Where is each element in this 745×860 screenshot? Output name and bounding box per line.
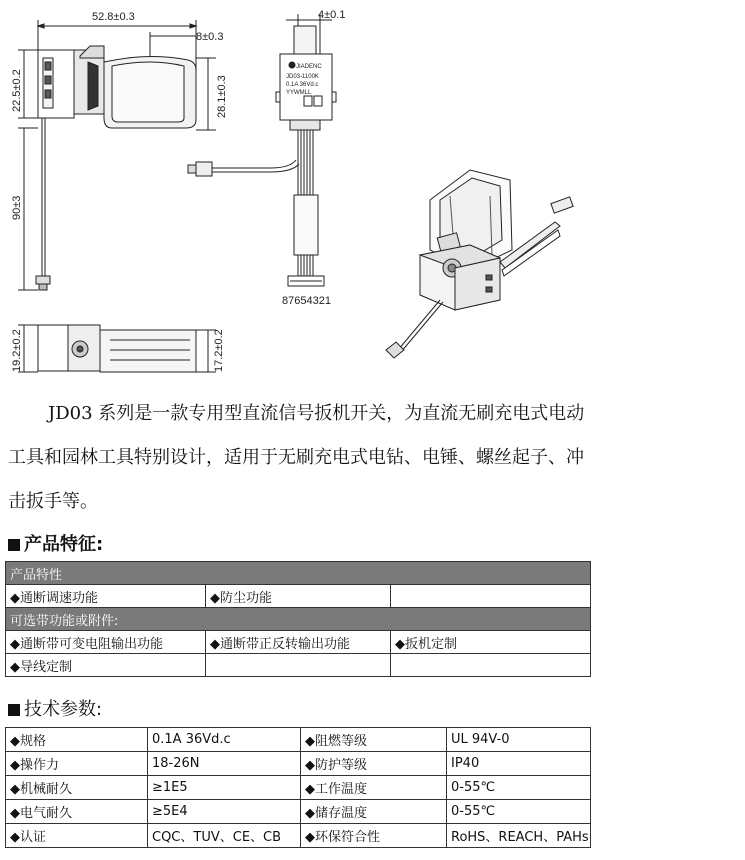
table-row bbox=[6, 728, 591, 752]
param-value: CQC、TUV、CE、CB bbox=[148, 824, 301, 848]
dim-8-label: 8±0.3 bbox=[196, 31, 224, 43]
param-value: 0-55℃ bbox=[447, 776, 591, 800]
features-heading-text: 产品特征: bbox=[24, 534, 104, 555]
param-value: 18-26N bbox=[148, 752, 301, 776]
section-header: 可选带功能或附件: bbox=[6, 608, 591, 631]
product-intro: JD03 系列是一款专用型直流信号扳机开关，为直流无刷充电式电动工具和园林工具特别设计，适用于无刷充电式电钻、电锤、螺丝起子、冲击扳手等。 bbox=[8, 403, 585, 512]
dim-19-2-label: 19.2±0.2 bbox=[11, 329, 23, 372]
param-label: ◆环保符合性 bbox=[301, 824, 447, 848]
table-cell: ◆防尘功能 bbox=[206, 585, 391, 608]
param-label: ◆操作力 bbox=[6, 752, 148, 776]
table-row bbox=[6, 776, 591, 800]
dim-4-label: 4±0.1 bbox=[318, 9, 346, 21]
param-label: ◆认证 bbox=[6, 824, 148, 848]
tech-heading bbox=[8, 695, 102, 721]
table-cell: ◆导线定制 bbox=[6, 654, 206, 677]
side-view bbox=[18, 20, 216, 290]
param-label: ◆防护等级 bbox=[301, 752, 447, 776]
param-label: ◆机械耐久 bbox=[6, 776, 148, 800]
features-table bbox=[5, 561, 591, 677]
front-view bbox=[188, 14, 336, 286]
param-label: ◆电气耐久 bbox=[6, 800, 148, 824]
table-cell: ◆通断带正反转输出功能 bbox=[206, 631, 391, 654]
table-row bbox=[6, 654, 591, 677]
label-rating: 0.1A 36Vd.c bbox=[286, 82, 319, 88]
param-value: ≥1E5 bbox=[148, 776, 301, 800]
bottom-view bbox=[18, 325, 216, 372]
table-cell bbox=[391, 654, 591, 677]
table-cell: ◆通断调速功能 bbox=[6, 585, 206, 608]
param-value: 0.1A 36Vd.c bbox=[148, 728, 301, 752]
dim-90-label: 90±3 bbox=[11, 195, 23, 220]
param-value: ≥5E4 bbox=[148, 800, 301, 824]
table-row bbox=[6, 631, 591, 654]
table-cell bbox=[206, 654, 391, 677]
table-cell: ◆通断带可变电阻输出功能 bbox=[6, 631, 206, 654]
label-brand: JIADENC bbox=[296, 64, 322, 70]
technical-drawing bbox=[0, 0, 745, 380]
param-value: RoHS、REACH、PAHs bbox=[447, 824, 591, 848]
param-value: IP40 bbox=[447, 752, 591, 776]
dim-22-5-label: 22.5±0.2 bbox=[11, 69, 23, 112]
table-row bbox=[6, 752, 591, 776]
table-row bbox=[6, 800, 591, 824]
param-label: ◆阻燃等级 bbox=[301, 728, 447, 752]
label-code: YYWMLL bbox=[286, 90, 312, 96]
param-label: ◆规格 bbox=[6, 728, 148, 752]
table-cell bbox=[391, 585, 591, 608]
table-row bbox=[6, 824, 591, 848]
section-header: 产品特性 bbox=[6, 562, 591, 585]
dim-28-1-label: 28.1±0.3 bbox=[216, 75, 228, 118]
tech-heading-text: 技术参数: bbox=[24, 699, 103, 720]
param-value: UL 94V-0 bbox=[447, 728, 591, 752]
square-bullet-icon bbox=[8, 539, 20, 551]
square-bullet-icon bbox=[8, 704, 20, 716]
param-value: 0-55℃ bbox=[447, 800, 591, 824]
table-row bbox=[6, 585, 591, 608]
table-row bbox=[6, 608, 591, 631]
table-row bbox=[6, 562, 591, 585]
label-model: JD03-1100K bbox=[286, 74, 319, 80]
param-label: ◆工作温度 bbox=[301, 776, 447, 800]
dim-17-2-label: 17.2±0.2 bbox=[213, 329, 225, 372]
isometric-view bbox=[386, 170, 573, 358]
params-table bbox=[5, 727, 591, 848]
features-heading bbox=[8, 530, 103, 556]
param-label: ◆储存温度 bbox=[301, 800, 447, 824]
pin-numbers-label: 87654321 bbox=[282, 295, 331, 307]
dim-width-label: 52.8±0.3 bbox=[92, 11, 135, 23]
table-cell: ◆扳机定制 bbox=[391, 631, 591, 654]
